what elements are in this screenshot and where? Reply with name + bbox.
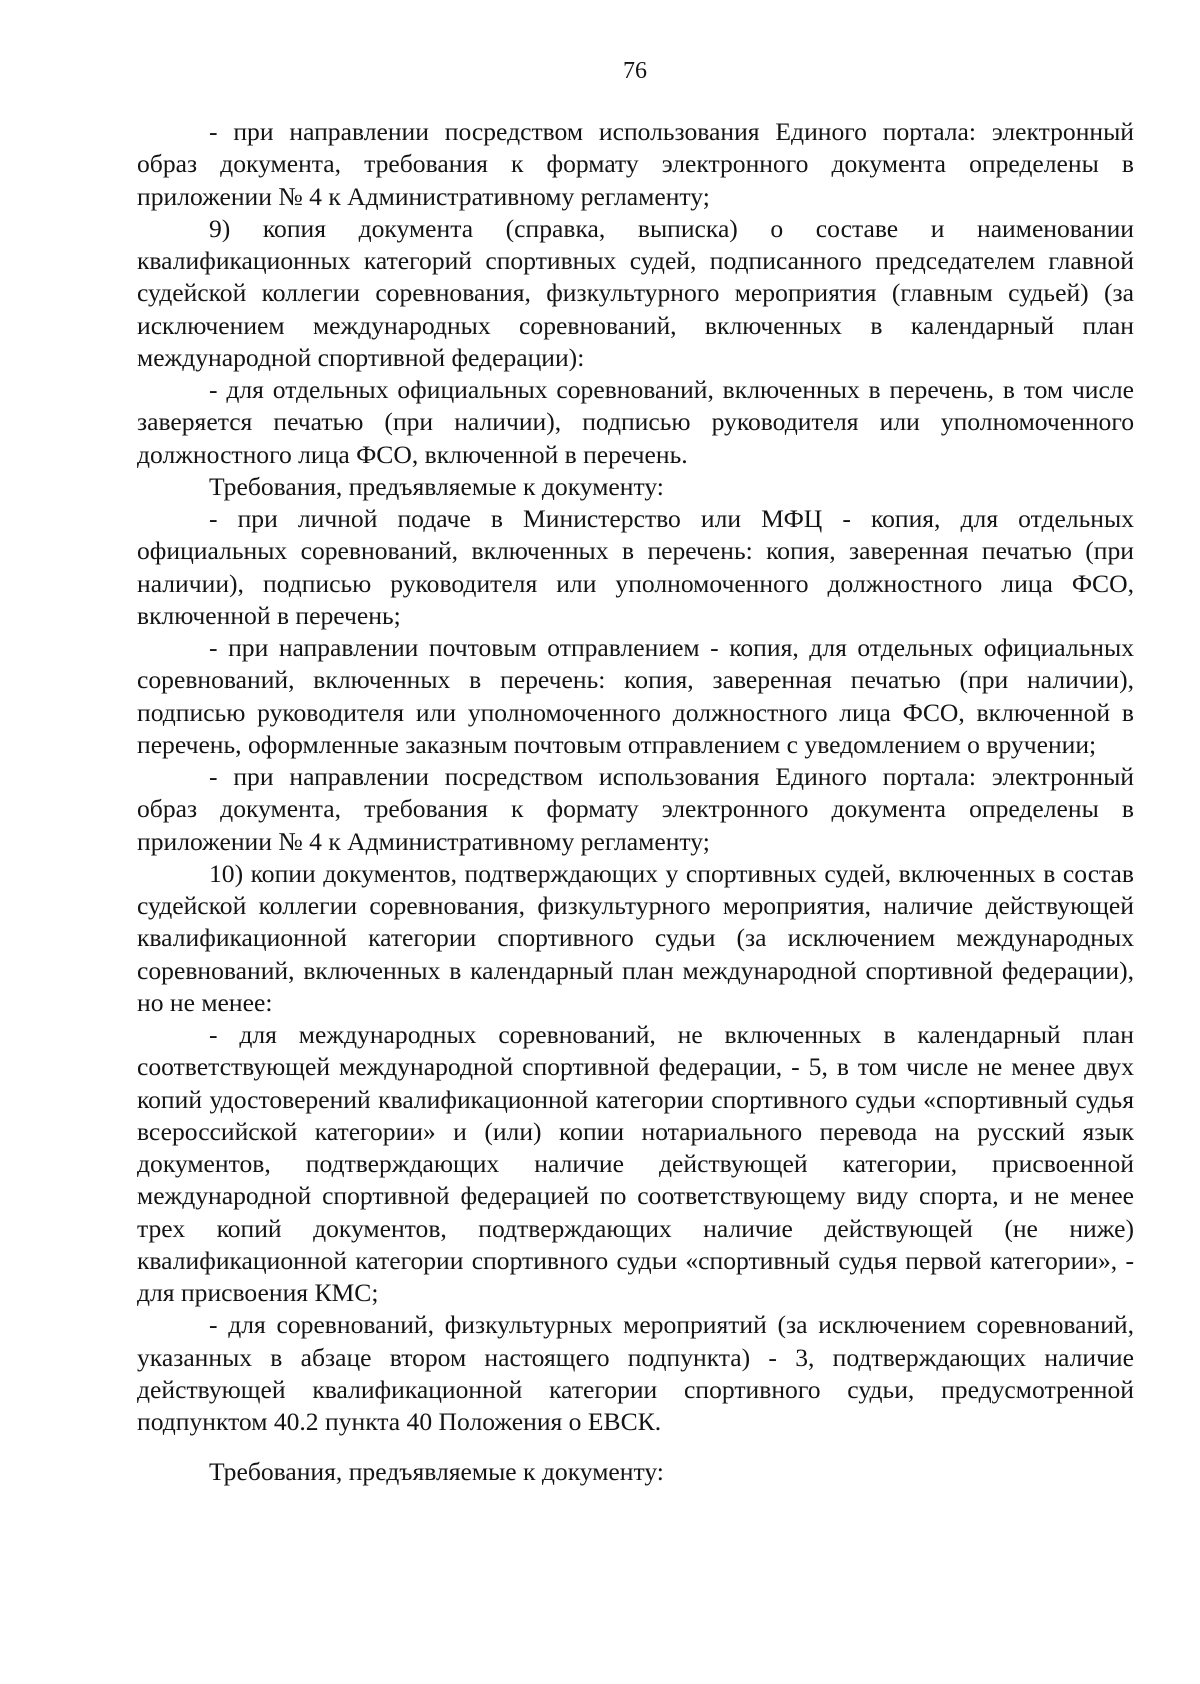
page-number: 76 bbox=[623, 58, 647, 84]
paragraph-requirements-heading-2: Требования, предъявляемые к документу: bbox=[209, 1457, 664, 1487]
paragraph-personal-submission: - при личной подаче в Министерство или МФЦ - копия, для отдельных официальных соревнований, включенных в перечень: копия, заверенная печатью (при наличии), подписью руководителя или уполномоченного должностного лица ФСО, включенной в перечень; bbox=[137, 504, 1134, 630]
document-body bbox=[137, 116, 1134, 1489]
paragraph-international-competitions: - для международных соревнований, не включенных в календарный план соответствующей международной спортивной федерации, - 5, в том числе не менее двух копий удостоверений квалификационной категории спортивного судьи «спортивный судья всероссийской категории» и (или) копии нотариального перевода на русский язык документов, подтверждающих наличие действующей категории, присвоенной международной спортивной федерацией по соответствующему виду спорта, и не менее трех копий документов, подтверждающих наличие действующей (не ниже) квалификационной категории спортивного судьи «спортивный судья первой категории», - для присвоения КМС; bbox=[137, 1020, 1134, 1307]
paragraph-requirements-heading: Требования, предъявляемые к документу: bbox=[209, 471, 664, 501]
paragraph-other-competitions: - для соревнований, физкультурных мероприятий (за исключением соревнований, указанных в абзаце втором настоящего подпункта) - 3, подтверждающих наличие действующей квалификационной категории спортивного судьи, предусмотренной подпунктом 40.2 пункта 40 Положения о ЕВСК. bbox=[137, 1310, 1134, 1436]
paragraph-portal-submission: - при направлении посредством использования Единого портала: электронный образ документа, требования к формату электронного документа определены в приложении № 4 к Административному регламенту; bbox=[137, 117, 1134, 211]
paragraph-official-competitions: - для отдельных официальных соревнований, включенных в перечень, в том числе заверяется печатью (при наличии), подписью руководителя или уполномоченного должностного лица ФСО, включенной в перечень. bbox=[137, 375, 1134, 469]
paragraph-item-10: 10) копии документов, подтверждающих у спортивных судей, включенных в состав судейской коллегии соревнования, физкультурного мероприятия, наличие действующей квалификационной категории спортивного судьи (за исключением международных соревнований, включенных в календарный план международной спортивной федерации), но не менее: bbox=[137, 858, 1134, 1017]
paragraph-portal-submission-2: - при направлении посредством использования Единого портала: электронный образ документа, требования к формату электронного документа определены в приложении № 4 к Административному регламенту; bbox=[137, 762, 1134, 856]
paragraph-postal-submission: - при направлении почтовым отправлением - копия, для отдельных официальных соревнований, включенных в перечень: копия, заверенная печатью (при наличии), подписью руководителя или уполномоченного должностного лица ФСО, включенной в перечень, оформленные заказным почтовым отправлением с уведомлением о вручении; bbox=[137, 633, 1134, 759]
paragraph-item-9: 9) копия документа (справка, выписка) о составе и наименовании квалификационных категорий спортивных судей, подписанного председателем главной судейской коллегии соревнования, физкультурного мероприятия (главным судьей) (за исключением международных соревнований, включенных в календарный план международной спортивной федерации): bbox=[137, 213, 1134, 372]
